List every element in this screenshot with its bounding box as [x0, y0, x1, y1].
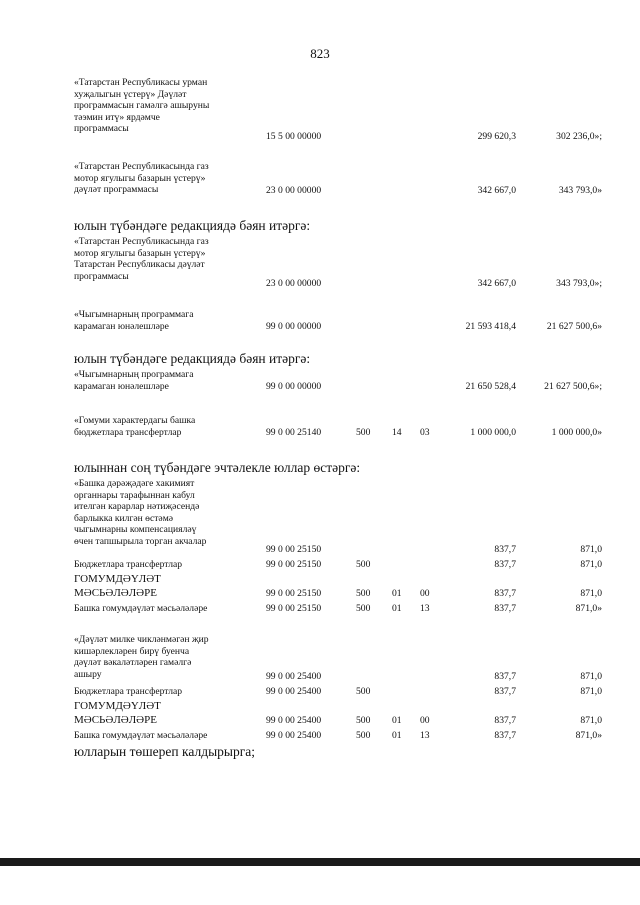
code-cell: 15 5 00 00000 [266, 131, 322, 142]
amount-cell: 871,0» [575, 603, 602, 614]
section-cell: 14 [392, 427, 402, 438]
amount-cell: 299 620,3 [477, 131, 516, 142]
type-cell: 500 [356, 603, 371, 614]
amount-cell: 871,0 [580, 559, 602, 570]
code-cell: 99 0 00 25150 [266, 544, 322, 555]
amount-cell: 837,7 [494, 588, 516, 599]
text-line: программасы [74, 123, 129, 134]
text-line: ителгән карарлар нәтиҗәсендә [74, 501, 200, 512]
text-line: барлыкка килгән өстәмә [74, 512, 174, 524]
row-label: Башка гомумдәүләт мәсьәләләре [74, 730, 208, 741]
text-line: ашыру [74, 668, 102, 680]
text-line: дәүләт вәкаләтләрен гамәлгә [74, 657, 192, 668]
row-label: МӘСЬӘЛӘЛӘРЕ [74, 714, 157, 726]
amount-cell: 837,7 [494, 559, 516, 570]
text-line: «Чыгымнарның программага [74, 369, 194, 380]
text-line: мотор ягулыгы базарын үстерү» [74, 247, 206, 259]
type-cell: 500 [356, 588, 371, 599]
type-cell: 500 [356, 686, 371, 697]
amount-cell: 21 593 418,4 [465, 321, 516, 332]
amount-cell: 342 667,0 [477, 278, 516, 289]
subsection-cell: 03 [420, 427, 430, 438]
text-line: «Чыгымнарның программага [74, 309, 194, 320]
row-label: Бюджетлара трансфертлар [74, 686, 183, 697]
code-cell: 23 0 00 00000 [266, 278, 322, 289]
code-cell: 99 0 00 25140 [266, 427, 322, 438]
row-label: Башка гомумдәүләт мәсьәләләре [74, 603, 208, 614]
text-line: программасы [74, 270, 129, 282]
amount-cell: 837,7 [494, 603, 516, 614]
amount-cell: 343 793,0» [558, 185, 602, 196]
code-cell: 99 0 00 00000 [266, 381, 322, 392]
text-line: «Татарстан Республикасы урман [74, 77, 208, 88]
amount-cell: 21 627 500,6» [546, 321, 602, 332]
section-cell: 01 [392, 603, 402, 614]
row-label: ГОМУМДӘҮЛӘТ [74, 573, 161, 585]
amount-cell: 837,7 [494, 544, 516, 555]
compensation-title [74, 478, 252, 547]
amount-cell: 1 000 000,0» [551, 427, 602, 438]
amount-cell: 1 000 000,0 [470, 427, 516, 438]
page-number: 823 [310, 46, 330, 61]
amount-cell: 302 236,0»; [556, 131, 602, 142]
amount-cell: 871,0 [580, 686, 602, 697]
section-cell: 01 [392, 715, 402, 726]
amount-cell: 837,7 [494, 686, 516, 697]
amount-cell: 837,7 [494, 671, 516, 682]
code-cell: 99 0 00 25150 [266, 603, 322, 614]
closing-instruction: юлларын төшереп калдырырга; [74, 744, 256, 759]
type-cell: 500 [356, 715, 371, 726]
text-line: карамаган юнәлешләре [74, 320, 169, 332]
type-cell: 500 [356, 730, 371, 741]
amount-cell: 21 627 500,6»; [544, 381, 602, 392]
amount-cell: 837,7 [494, 715, 516, 726]
scan-border-bar [0, 858, 640, 866]
text-line: мотор ягулыгы базарын үстерү» [74, 172, 206, 184]
amount-cell: 21 650 528,4 [465, 381, 516, 392]
code-cell: 99 0 00 25400 [266, 671, 322, 682]
code-cell: 99 0 00 25400 [266, 715, 322, 726]
code-cell: 99 0 00 25150 [266, 588, 322, 599]
program-title-gas [74, 161, 252, 196]
text-line: карамаган юнәлешләре [74, 380, 169, 392]
instruction-heading: юлын түбәндәге редакциядә бәян итәргә: [74, 351, 311, 366]
type-cell: 500 [356, 559, 371, 570]
text-line: хуҗалыгын үстерү» Дәүләт [74, 88, 187, 100]
text-line: Татарстан Республикасы дәүләт [74, 259, 205, 270]
text-line: кишәрлекләрен бирү буенча [74, 645, 190, 657]
text-line: өчен тапшырыла торган акчалар [74, 535, 207, 547]
row-label: ГОМУМДӘҮЛӘТ [74, 700, 161, 712]
subsection-cell: 00 [420, 715, 430, 726]
text-line: «Дәүләт милке чикләнмәгән җир [74, 634, 209, 645]
land-plot-title [74, 634, 252, 680]
text-line: «Гомуми характердагы башка [74, 415, 196, 426]
section-cell: 01 [392, 588, 402, 599]
amount-cell: 871,0 [580, 544, 602, 555]
nonprogram-title [74, 309, 252, 332]
text-line: бюджетлара трансфертлар [74, 426, 182, 438]
code-cell: 99 0 00 25400 [266, 730, 322, 741]
text-line: дәүләт программасы [74, 184, 159, 195]
code-cell: 99 0 00 25400 [266, 686, 322, 697]
section-cell: 01 [392, 730, 402, 741]
program-title-forestry [74, 77, 252, 135]
text-line: «Башка дәрәҗәдәге хакимият [74, 478, 195, 489]
instruction-heading: юлыннан соң түбәндәге эчтәлекле юллар өстәргә: [74, 460, 361, 475]
amount-cell: 343 793,0»; [556, 278, 602, 289]
type-cell: 500 [356, 427, 371, 438]
amount-cell: 871,0 [580, 715, 602, 726]
code-cell: 99 0 00 00000 [266, 321, 322, 332]
program-title-gas-edited [74, 236, 252, 282]
text-line: тәэмин итү» ярдәмче [74, 111, 160, 123]
instruction-heading: юлын түбәндәге редакциядә бәян итәргә: [74, 218, 311, 233]
text-line: чыгымнарны компенсацияләү [74, 524, 197, 535]
nonprogram-title-edited [74, 369, 252, 392]
text-line: «Татарстан Республикасында газ [74, 161, 209, 172]
amount-cell: 837,7 [494, 730, 516, 741]
transfers-title [74, 415, 252, 438]
text-line: органнары тарафыннан кабул [74, 489, 195, 501]
amount-cell: 871,0 [580, 671, 602, 682]
row-label: Бюджетлара трансфертлар [74, 559, 183, 570]
text-line: «Татарстан Республикасында газ [74, 236, 209, 247]
code-cell: 23 0 00 00000 [266, 185, 322, 196]
text-line: программасын гамәлгә ашыруны [74, 100, 210, 111]
amount-cell: 871,0» [575, 730, 602, 741]
subsection-cell: 13 [420, 730, 430, 741]
amount-cell: 871,0 [580, 588, 602, 599]
subsection-cell: 00 [420, 588, 430, 599]
amount-cell: 342 667,0 [477, 185, 516, 196]
row-label: МӘСЬӘЛӘЛӘРЕ [74, 587, 157, 599]
subsection-cell: 13 [420, 603, 430, 614]
code-cell: 99 0 00 25150 [266, 559, 322, 570]
